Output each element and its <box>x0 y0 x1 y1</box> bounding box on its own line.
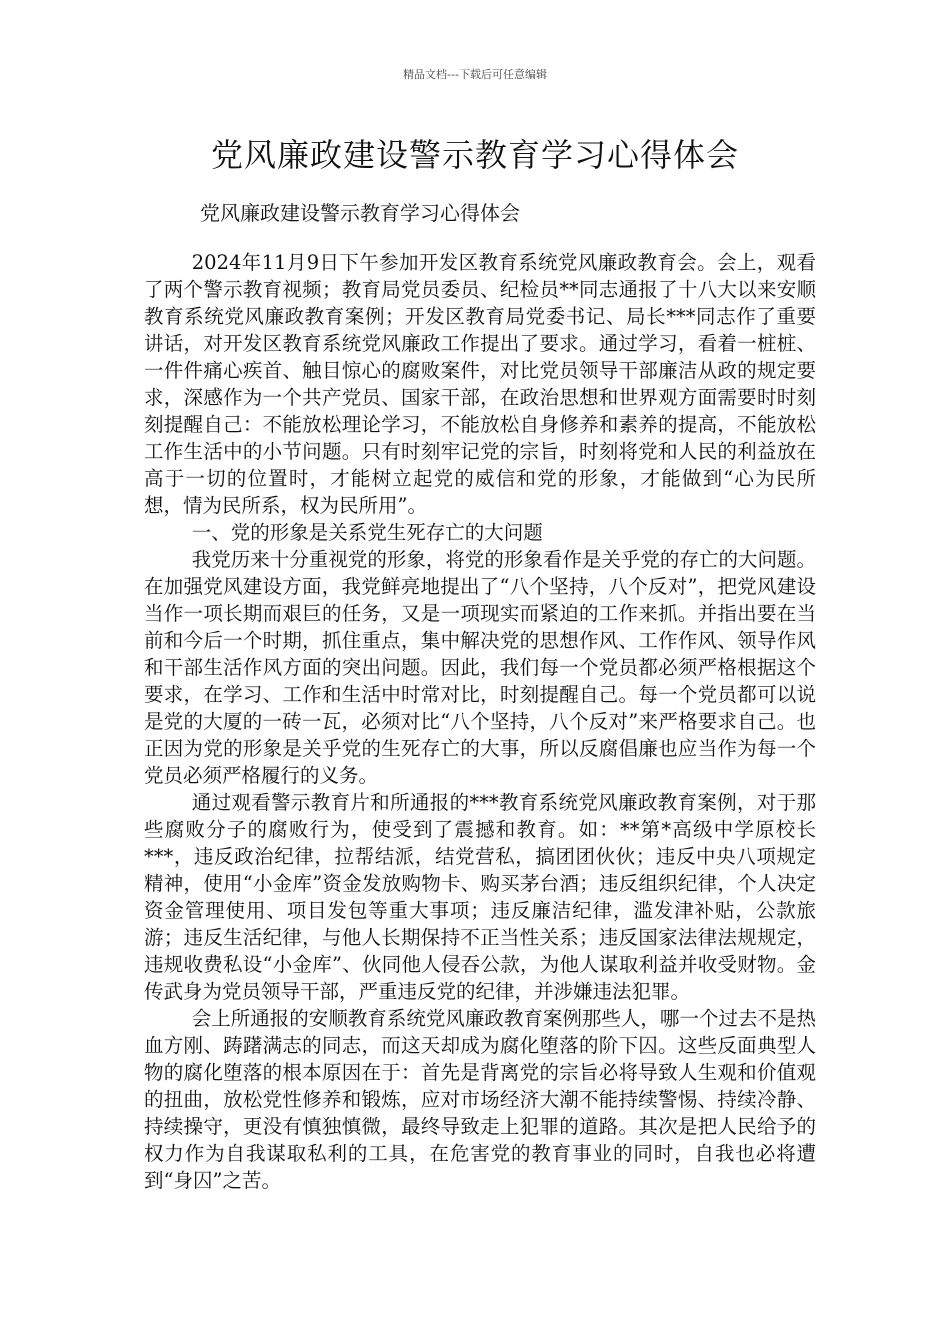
page-header-note: 精品文档---下载后可任意编辑 <box>403 68 547 81</box>
body-paragraph-root-causes: 会上所通报的安顺教育系统党风廉政教育案例那些人，哪一个过去不是热血方刚、踌躇满志的同志，而这天却成为腐化堕落的阶下囚。这些反面典型人物的腐化堕落的根本原因在于：首先是背离党的宗旨必将导致人生观和价值观的扭曲，放松党性修养和锻炼，应对市场经济大潮不能持续警惕、持续冷静、持续操守，更没有慎独慎微，最终导致走上犯罪的道路。其次是把人民给予的权力作为自我谋取私利的工具，在危害党的教育事业的同时，自我也必将遭到“身囚”之苦。 <box>144 1007 816 1192</box>
document-subtitle: 党风廉政建设警示教育学习心得体会 <box>200 201 520 225</box>
document-body <box>144 249 816 1194</box>
body-paragraph-party-image: 我党历来十分重视党的形象，将党的形象看作是关乎党的存亡的大问题。在加强党风建设方面，我党鲜亮地提出了“八个坚持，八个反对”，把党风建设当作一项长期而艰巨的任务，又是一项现实而紧迫的工作来抓。并指出要在当前和今后一个时期，抓住重点，集中解决党的思想作风、工作作风、领导作风和干部生活作风方面的突出问题。因此，我们每一个党员都必须严格根据这个要求，在学习、工作和生活中时常对比，时刻提醒自己。每一个党员都可以说是党的大厦的一砖一瓦，必须对比“八个坚持，八个反对”来严格要求自己。也正因为党的形象是关乎党的生死存亡的大事，所以反腐倡廉也应当作为每一个党员必须严格履行的义务。 <box>144 548 816 787</box>
document-title: 党风廉政建设警示教育学习心得体会 <box>210 136 739 174</box>
body-paragraph-warning-cases: 通过观看警示教育片和所通报的***教育系统党风廉政教育案例，对于那些腐败分子的腐败行为，使受到了震撼和教育。如：**第*高级中学原校长***，违反政治纪律，拉帮结派，结党营私，搞团团伙伙；违反中央八项规定精神，使用“小金库”资金发放购物卡、购买茅台酒；违反组织纪律，个人决定资金管理使用、项目发包等重大事项；违反廉洁纪律，滥发津补贴，公款旅游；违反生活纪律，与他人长期保持不正当性关系；违反国家法律法规规定，违规收费私设“小金库”、伙同他人侵吞公款，为他人谋取利益并收受财物。金传武身为党员领导干部，严重违反党的纪律，并涉嫌违法犯罪。 <box>144 791 816 1003</box>
section-heading-1: 一、党的形象是关系党生死存亡的大问题 <box>191 521 543 544</box>
body-paragraph-intro: 2024年11月9日下午参加开发区教育系统党风廉政教育会。会上，观看了两个警示教育视频；教育局党员委员、纪检员**同志通报了十八大以来安顺教育系统党风廉政教育案例；开发区教育局党委书记、局长***同志作了重要讲话，对开发区教育系统党风廉政工作提出了要求。通过学习，看着一桩桩、一件件痛心疾首、触目惊心的腐败案件，对比党员领导干部廉洁从政的规定要求，深感作为一个共产党员、国家干部，在政治思想和世界观方面需要时时刻刻提醒自己：不能放松理论学习，不能放松自身修养和素养的提高，不能放松工作生活中的小节问题。只有时刻牢记党的宗旨，时刻将党和人民的利益放在高于一切的位置时，才能树立起党的威信和党的形象，才能做到“心为民所想，情为民所系，权为民所用”。 <box>144 251 816 517</box>
